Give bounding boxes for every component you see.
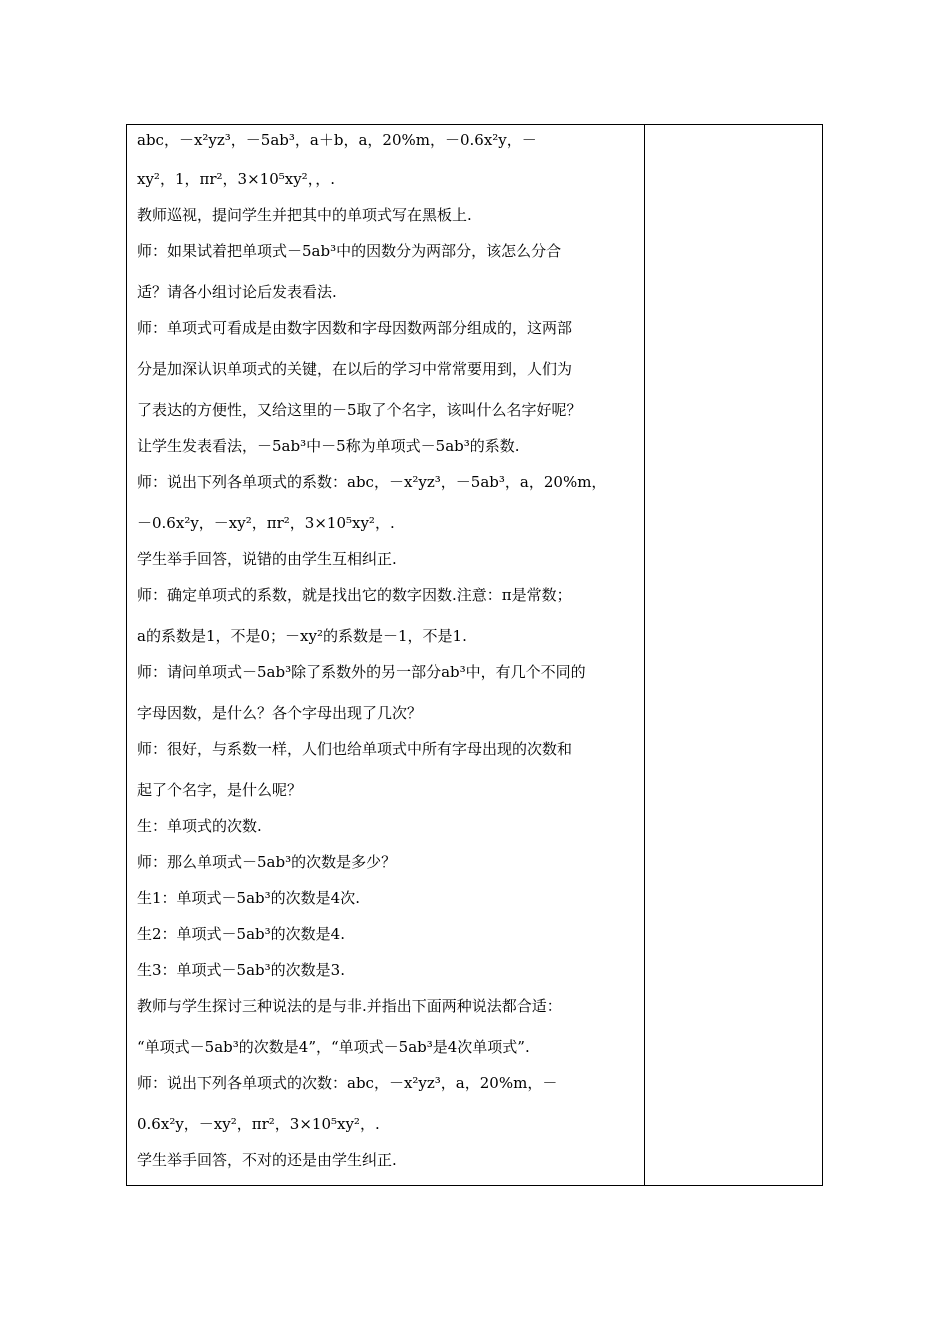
text-line: 师：说出下列各单项式的系数：abc，－x²yz³，－5ab³，a，20%m， bbox=[137, 473, 607, 491]
text-line: 起了个名字，是什么呢？ bbox=[137, 781, 303, 799]
text-line: 师：说出下列各单项式的次数：abc，－x²yz³，a，20%m，－ bbox=[137, 1074, 558, 1092]
text-line: 师：如果试着把单项式－5ab³中的因数分为两部分，该怎么分合 bbox=[137, 242, 562, 260]
text-line: 生2：单项式－5ab³的次数是4. bbox=[137, 925, 345, 943]
text-line: 学生举手回答，说错的由学生互相纠正. bbox=[137, 550, 397, 568]
text-line: 学生举手回答，不对的还是由学生纠正. bbox=[137, 1151, 397, 1169]
text-line: abc，－x²yz³，－5ab³，a＋b，a，20%m，－0.6x²y，－ bbox=[137, 131, 537, 149]
text-line: 师：很好，与系数一样，人们也给单项式中所有字母出现的次数和 bbox=[137, 740, 573, 758]
right-column bbox=[645, 125, 822, 1185]
text-line: 适？请各小组讨论后发表看法. bbox=[137, 283, 337, 301]
text-line: 教师与学生探讨三种说法的是与非.并指出下面两种说法都合适： bbox=[137, 997, 562, 1015]
text-line: 分是加深认识单项式的关键，在以后的学习中常常要用到，人们为 bbox=[137, 360, 573, 378]
text-line: 0.6x²y，－xy²，πr²，3×10⁵xy²，. bbox=[137, 1115, 380, 1133]
text-line: 教师巡视，提问学生并把其中的单项式写在黑板上. bbox=[137, 206, 472, 224]
text-line: 师：请问单项式－5ab³除了系数外的另一部分ab³中，有几个不同的 bbox=[137, 663, 586, 681]
text-line: xy²，1，πr²，3×10⁵xy²，，. bbox=[137, 170, 335, 188]
text-line: 了表达的方便性，又给这里的－5取了个名字，该叫什么名字好呢？ bbox=[137, 401, 582, 419]
text-line: －0.6x²y，－xy²，πr²，3×10⁵xy²，. bbox=[137, 514, 395, 532]
text-line: “单项式－5ab³的次数是4”，“单项式－5ab³是4次单项式”. bbox=[137, 1038, 530, 1056]
text-line: 师：确定单项式的系数，就是找出它的数字因数.注意：π是常数； bbox=[137, 586, 572, 604]
text-line: 师：单项式可看成是由数字因数和字母因数两部分组成的，这两部 bbox=[137, 319, 573, 337]
text-line: a的系数是1，不是0；－xy²的系数是－1，不是1. bbox=[137, 627, 467, 645]
text-line: 师：那么单项式－5ab³的次数是多少？ bbox=[137, 853, 397, 871]
text-line: 生1：单项式－5ab³的次数是4次. bbox=[137, 889, 360, 907]
text-line: 字母因数，是什么？各个字母出现了几次？ bbox=[137, 704, 423, 722]
text-line: 生3：单项式－5ab³的次数是3. bbox=[137, 961, 345, 979]
text-line: 生：单项式的次数. bbox=[137, 817, 262, 835]
text-line: 让学生发表看法，－5ab³中－5称为单项式－5ab³的系数. bbox=[137, 437, 520, 455]
